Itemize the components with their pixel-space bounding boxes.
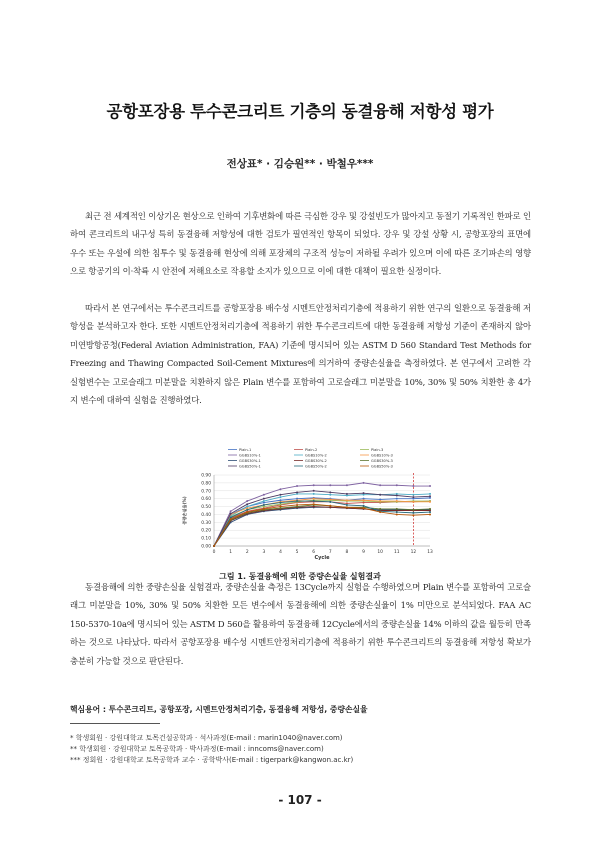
data-point xyxy=(213,545,215,547)
data-point xyxy=(329,505,331,507)
data-point xyxy=(279,496,281,498)
paragraph-method: 따라서 본 연구에서는 투수콘크리트를 공항포장용 배수성 시멘트안정처리기층에 적용하기 위한 연구의 일환으로 동결융해 저항성을 분석하고자 한다. 또한 시멘트안정처리기층에 적용하기 위한 투수콘크리트에 대한 동결융해 저항성 기준이 존재하지 않아 미연방항공청(Federal Aviation Administration, FAA) 기준에 명시되어 있는 ASTM D 560 Standard Test Methods for Freezing and Thawing Compacted Soil-Cement Mixtures에 의거하여 중량손실율을 측정하였다. 본 연구에서 고려한 각 실험변수는 고로슬래그 미분말을 치환하지 않은 Plain 변수를 포함하여 고로슬래그 미분말을 10%, 30% 및 50% 치환한 총 4가지 변수에 대하여 실험을 진행하였다. xyxy=(70,303,531,406)
legend-label: GGBS10%-3 xyxy=(371,453,393,458)
data-point xyxy=(379,508,381,510)
data-point xyxy=(346,506,348,508)
data-point xyxy=(230,518,232,520)
data-point xyxy=(329,484,331,486)
data-point xyxy=(379,494,381,496)
data-point xyxy=(230,510,232,512)
data-point xyxy=(429,501,431,503)
data-point xyxy=(279,494,281,496)
data-point xyxy=(329,501,331,503)
keywords: 핵심용어 : 투수콘크리트, 공항포장, 시멘트안정처리기층, 동결융해 저항성, 중량손실율 xyxy=(70,705,368,714)
legend-label: GGBS10%-2 xyxy=(305,453,327,458)
data-point xyxy=(246,503,248,505)
figure-caption: 그림 1. 동결융해에 의한 중량손실율 실험결과 xyxy=(219,572,381,581)
data-point xyxy=(429,493,431,495)
data-point xyxy=(263,508,265,510)
x-tick-label: 7 xyxy=(328,550,332,555)
legend-label: GGBS30%-3 xyxy=(371,459,393,463)
paragraph-results: 동결융해에 의한 중량손실율 실험결과, 중량손실율 측정은 13Cycle까지 실험을 수행하였으며 Plain 변수를 포함하여 고로슬래그 미분말을 10%, 30% 및 50% 치환한 모든 변수에서 동결융해에 의한 중량손실율이 1% 미만으로 분석되었다. FAA AC 150-5370-10a에 명시되어 있는 ASTM D 560을 활용하여 동결융해 12Cycle에서의 중량손실율 14% 이하의 값을 월등히 만족하는 것으로 나타났다. 따라서 공항포장용 배수성 시멘트안정처리기층에 적용하기 위한 투수콘크리트의 동결융해 저항성 확보가 충분히 가능할 것으로 판단된다. xyxy=(70,582,531,666)
legend-label: GGBS50%-1 xyxy=(239,464,261,469)
x-tick-label: 12 xyxy=(410,550,417,555)
data-point xyxy=(379,511,381,513)
legend-label: GGBS50%-2 xyxy=(305,464,327,469)
data-point xyxy=(346,484,348,486)
footnote-2: ** 학생회원 · 강원대학교 토목공학과 · 박사과정(E-mail : inncoms@naver.com) xyxy=(70,745,324,753)
data-point xyxy=(379,500,381,502)
data-point xyxy=(346,504,348,506)
x-tick-label: 5 xyxy=(295,550,299,555)
x-tick-label: 0 xyxy=(212,550,216,555)
page-number: - 107 - xyxy=(278,793,322,807)
legend-label: GGBS30%-2 xyxy=(305,459,327,463)
data-point xyxy=(296,500,298,502)
data-point xyxy=(263,498,265,500)
data-point xyxy=(379,484,381,486)
y-tick-label: 0.50 xyxy=(201,505,211,511)
data-point xyxy=(429,485,431,487)
y-tick-label: 0.90 xyxy=(201,473,211,479)
data-point xyxy=(313,490,315,492)
data-point xyxy=(363,505,365,507)
data-point xyxy=(396,495,398,497)
data-point xyxy=(279,502,281,504)
x-tick-label: 4 xyxy=(279,550,282,555)
data-point xyxy=(346,499,348,501)
y-tick-label: 0.80 xyxy=(201,481,211,487)
data-point xyxy=(313,493,315,495)
y-tick-label: 0.60 xyxy=(201,497,211,503)
legend-label: Plain-3 xyxy=(371,448,384,452)
data-point xyxy=(263,500,265,502)
y-tick-label: 0.10 xyxy=(201,536,211,542)
data-point xyxy=(313,498,315,500)
y-tick-label: 0.70 xyxy=(201,489,211,495)
data-point xyxy=(296,485,298,487)
y-tick-label: 0.40 xyxy=(201,512,211,518)
x-tick-label: 11 xyxy=(393,550,400,555)
data-point xyxy=(246,509,248,511)
data-point xyxy=(396,500,398,502)
data-point xyxy=(429,513,431,515)
data-point xyxy=(346,493,348,495)
legend-label: Plain-2 xyxy=(305,448,318,452)
paper-title: 공항포장용 투수콘크리트 기층의 동결융해 저항성 평가 xyxy=(106,102,494,121)
data-point xyxy=(296,491,298,493)
y-tick-label: 0.20 xyxy=(201,528,211,534)
data-point xyxy=(329,498,331,500)
y-tick-label: 0.00 xyxy=(201,544,211,550)
x-tick-label: 8 xyxy=(345,550,349,555)
data-point xyxy=(396,484,398,486)
author-list: 전상표* · 김승원** · 박철우*** xyxy=(226,158,374,170)
data-point xyxy=(363,492,365,494)
x-tick-label: 10 xyxy=(377,550,383,555)
data-point xyxy=(329,494,331,496)
data-point xyxy=(230,513,232,515)
x-tick-label: 3 xyxy=(262,550,266,555)
data-point xyxy=(396,511,398,513)
data-point xyxy=(396,498,398,500)
legend-label: Plain-1 xyxy=(239,448,252,452)
data-point xyxy=(263,494,265,496)
data-point xyxy=(246,511,248,513)
x-tick-label: 2 xyxy=(245,550,249,555)
data-point xyxy=(313,500,315,502)
data-point xyxy=(313,503,315,505)
data-point xyxy=(363,482,365,484)
legend-label: GGBS10%-1 xyxy=(239,453,261,458)
chart-svg xyxy=(178,445,440,560)
paragraph-intro: 최근 전 세계적인 이상기온 현상으로 인하여 기후변화에 따른 극심한 강우 및 강설빈도가 많아지고 동절기 기록적인 한파로 인하여 콘크리트의 내구성 특히 동결융해 저항성에 대한 검토가 필연적인 항목이 되었다. 강우 및 강설 상황 시, 공항포장의 표면에 우수 또는 우설에 의한 침투수 및 동결융해 현상에 의해 포장체의 구조적 성능이 저하될 우려가 있으며 이에 따른 조기파손의 영향으로 항공기의 이·착륙 시 안전에 저해요소로 작용할 소지가 있으므로 이에 대한 대책이 필요한 실정이다. xyxy=(70,211,531,277)
y-tick-label: 0.30 xyxy=(201,520,211,526)
data-point xyxy=(279,506,281,508)
data-point xyxy=(412,514,414,516)
data-point xyxy=(313,484,315,486)
data-point xyxy=(263,504,265,506)
y-axis-label: 중량손실율(%) xyxy=(182,496,187,525)
data-point xyxy=(396,508,398,510)
footnote-1: * 학생회원 · 강원대학교 토목건설공학과 · 석사과정(E-mail : marin1040@naver.com) xyxy=(70,734,343,742)
data-point xyxy=(412,496,414,498)
x-tick-label: 6 xyxy=(312,550,316,555)
legend-label: GGBS50%-3 xyxy=(371,464,393,469)
footnote-3: *** 정회원 · 강원대학교 토목공학과 교수 · 공학박사(E-mail : tigerpark@kangwon.ac.kr) xyxy=(70,756,354,764)
data-point xyxy=(246,500,248,502)
x-tick-label: 9 xyxy=(362,550,365,555)
data-point xyxy=(412,509,414,511)
data-point xyxy=(412,494,414,496)
data-point xyxy=(429,495,431,497)
x-axis-label: Cycle xyxy=(314,555,330,560)
data-point xyxy=(429,508,431,510)
data-point xyxy=(279,488,281,490)
data-point xyxy=(396,513,398,515)
legend-label: GGBS30%-1 xyxy=(239,459,261,463)
footnote-divider xyxy=(70,723,160,724)
data-point xyxy=(296,504,298,506)
data-point xyxy=(363,499,365,501)
data-point xyxy=(412,512,414,514)
data-point xyxy=(329,491,331,493)
data-point xyxy=(363,507,365,509)
x-tick-label: 1 xyxy=(229,550,233,555)
data-point xyxy=(412,501,414,503)
data-point xyxy=(412,485,414,487)
data-point xyxy=(429,511,431,513)
weight-loss-chart xyxy=(178,445,440,560)
x-tick-label: 13 xyxy=(427,550,433,555)
